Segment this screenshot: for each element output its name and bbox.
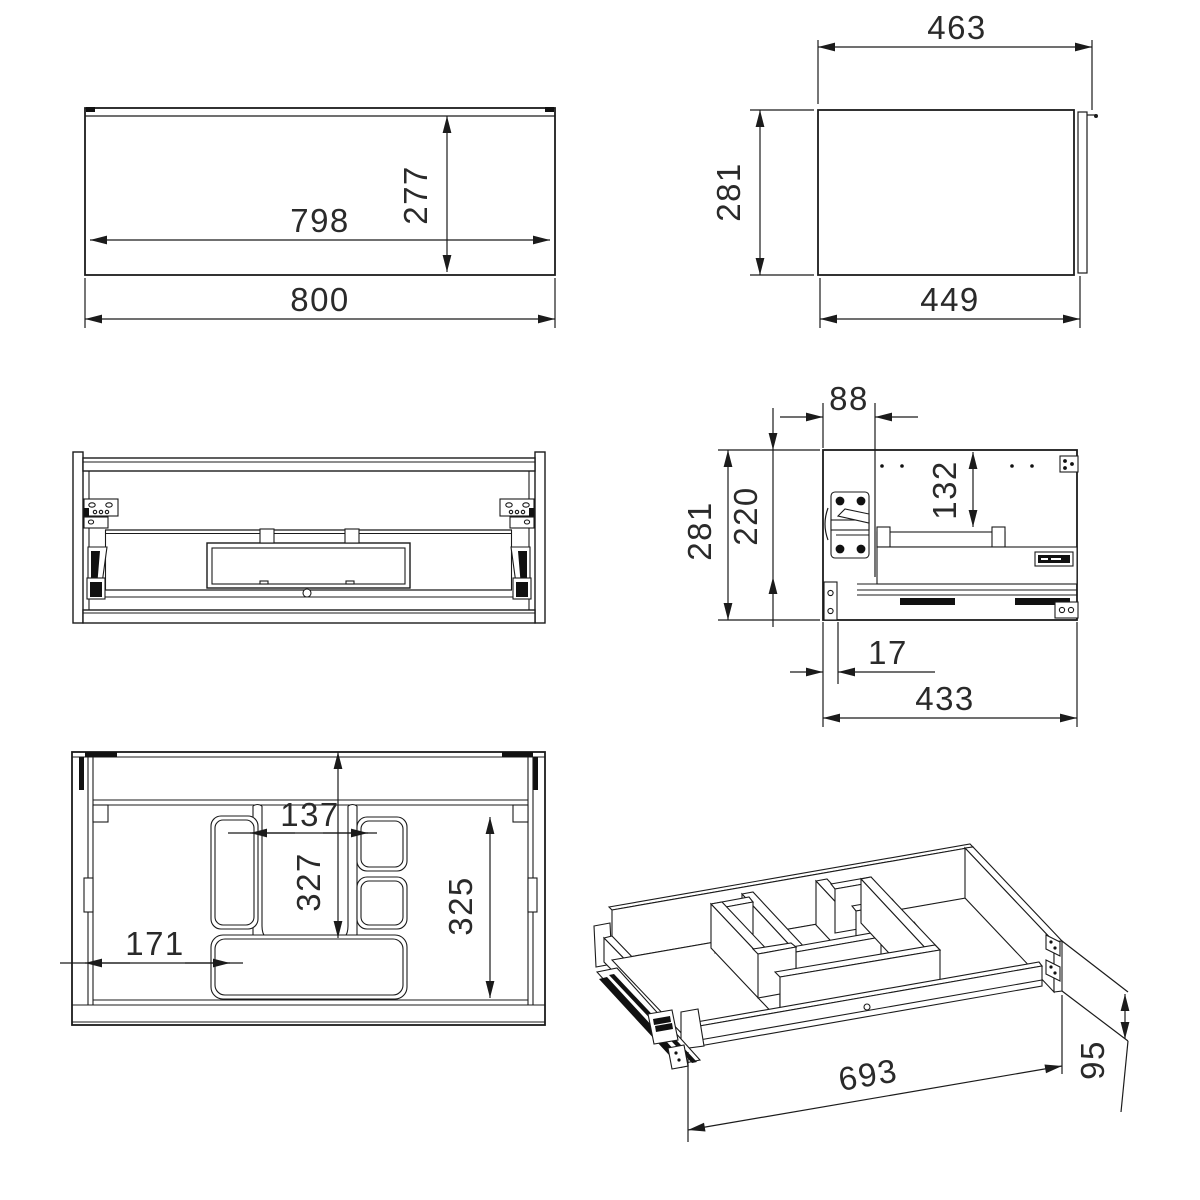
rear-bracket-right-plan (513, 805, 528, 822)
dim-label-277: 277 (397, 165, 434, 225)
dim-label-798: 798 (290, 202, 350, 239)
dimension-220 (727, 408, 773, 627)
slide-left-plan (84, 878, 93, 912)
dim-label-800: 800 (290, 281, 350, 318)
dimension-277 (397, 116, 447, 272)
slide-bracket-right (500, 499, 534, 528)
hanger-hook-tip (1094, 114, 1098, 118)
dimension-463 (818, 9, 1092, 110)
dim-label-132: 132 (926, 460, 963, 520)
side-section-view (681, 380, 1078, 727)
corner-bracket-top-right (1060, 456, 1078, 472)
bottom-right-bracket (1055, 602, 1078, 618)
dim-label-327: 327 (290, 852, 327, 912)
side-panel-left (73, 452, 83, 623)
dim-label-463: 463 (927, 9, 987, 46)
dimension-800 (85, 278, 555, 328)
dimension-798 (90, 202, 550, 240)
slide-wedge-left (87, 547, 107, 599)
dim-label-171: 171 (125, 925, 185, 962)
top-board (83, 458, 535, 471)
dimension-325 (442, 817, 490, 998)
wall-bracket (825, 492, 869, 558)
siphon-box (207, 529, 410, 588)
rear-bracket-left-plan (93, 805, 108, 822)
slide-bracket-left (84, 499, 118, 528)
dim-label-137: 137 (280, 796, 340, 833)
front-view (85, 107, 555, 328)
front-view-corner-tick-left (86, 107, 95, 112)
slide-wedge-right (511, 547, 531, 599)
bottom-board (83, 610, 535, 623)
dim-label-281-section: 281 (681, 501, 718, 561)
drawer-section (857, 527, 1077, 605)
front-view-corner-tick-right (545, 107, 554, 112)
dim-label-220: 220 (727, 486, 764, 546)
front-section-view (73, 452, 545, 623)
side-panel-right (535, 452, 545, 623)
dim-label-449: 449 (920, 281, 980, 318)
dim-label-88: 88 (829, 380, 869, 417)
dimension-281-side (710, 110, 814, 275)
slide-right-plan (528, 878, 537, 912)
iso-front-screw-hole (864, 1004, 870, 1010)
dim-label-325: 325 (442, 876, 479, 936)
dimension-433 (823, 622, 1077, 727)
dimension-132 (926, 452, 973, 527)
dimension-95 (1062, 941, 1128, 1112)
dim-label-693: 693 (835, 1051, 901, 1098)
dim-label-95: 95 (1074, 1040, 1111, 1080)
dim-label-433: 433 (915, 680, 975, 717)
dim-label-281-side: 281 (710, 162, 747, 222)
plan-view (60, 752, 545, 1025)
dimension-449 (820, 276, 1080, 328)
slide-rail-section-a (900, 598, 955, 605)
dim-label-17: 17 (868, 634, 908, 671)
side-view (710, 9, 1098, 328)
front-screw-hole (303, 589, 311, 597)
dimension-17 (790, 622, 935, 684)
iso-view (594, 844, 1128, 1142)
back-panel-strip (824, 582, 837, 620)
